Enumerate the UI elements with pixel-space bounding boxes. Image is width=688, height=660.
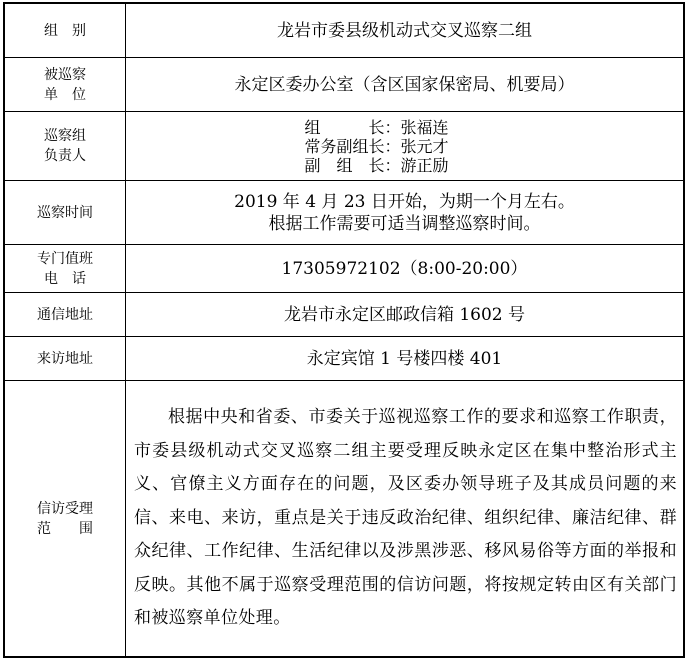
leader-item: [305, 118, 505, 137]
leaders-list: [305, 118, 505, 175]
leaders-row: [5, 112, 684, 181]
time-value: [126, 181, 684, 245]
inspection-info-table: [3, 2, 685, 658]
phone-label-line-1: 专门值班: [37, 250, 93, 267]
phone-label-line-2: 电 话: [44, 270, 86, 287]
unit-label: [5, 58, 126, 112]
group-value: 龙岩市委县级机动式交叉巡察二组: [126, 4, 684, 58]
phone-label: [5, 245, 126, 293]
group-label: 组 别: [5, 4, 126, 58]
time-row: [5, 181, 684, 245]
time-line-1: 2019 年 4 月 23 日开始，为期一个月左右。: [234, 191, 575, 212]
scope-label: [5, 381, 126, 657]
scope-value: [126, 381, 684, 657]
leaders-label-line-2: 负责人: [44, 148, 86, 164]
leader-title: 组 长：: [304, 117, 401, 137]
leader-name: 张元才: [400, 136, 449, 156]
time-label: 巡察时间: [5, 181, 126, 245]
leader-name: 游正励: [400, 155, 449, 175]
phone-value: 17305972102（8:00-20:00）: [126, 245, 684, 293]
visit-label: 来访地址: [5, 337, 126, 381]
scope-label-line-2: 范 围: [37, 520, 93, 537]
scope-row: [5, 381, 684, 657]
leader-title: 常务副组长：: [304, 136, 401, 156]
visit-row: [5, 337, 684, 381]
unit-value: 永定区委办公室（含区国家保密局、机要局）: [126, 58, 684, 112]
leader-item: [305, 156, 505, 175]
leaders-label-line-1: 巡察组: [44, 128, 86, 144]
address-label: 通信地址: [5, 293, 126, 337]
address-row: [5, 293, 684, 337]
phone-row: [5, 245, 684, 293]
leader-name: 张福连: [400, 117, 449, 137]
leaders-label: [5, 112, 126, 181]
scope-text: 根据中央和省委、市委关于巡视巡察工作的要求和巡察工作职责，市委县级机动式交叉巡察二组主要受理反映永定区在集中整治形式主义、官僚主义方面存在的问题，及区委办领导班子及其成员问题的来信、来电、来访，重点是关于违反政治纪律、组织纪律、廉洁纪律、群众纪律、工作纪律、生活纪律以及涉黑涉恶、移风易俗等方面的举报和反映。其他不属于巡察受理范围的信访问题，将按规定转由区有关部门和被巡察单位处理。: [134, 407, 677, 629]
leader-title: 副 组 长：: [304, 155, 401, 175]
info-table: [4, 3, 684, 657]
leader-item: [305, 137, 505, 156]
leaders-value: [126, 112, 684, 181]
unit-label-line-2: 单 位: [44, 86, 86, 103]
visit-value: 永定宾馆 1 号楼四楼 401: [126, 337, 684, 381]
unit-label-line-1: 被巡察: [44, 66, 86, 83]
unit-row: [5, 58, 684, 112]
address-value: 龙岩市永定区邮政信箱 1602 号: [126, 293, 684, 337]
group-row: [5, 4, 684, 58]
time-line-2: 根据工作需要可适当调整巡察时间。: [268, 213, 541, 234]
scope-label-line-1: 信访受理: [37, 500, 93, 517]
